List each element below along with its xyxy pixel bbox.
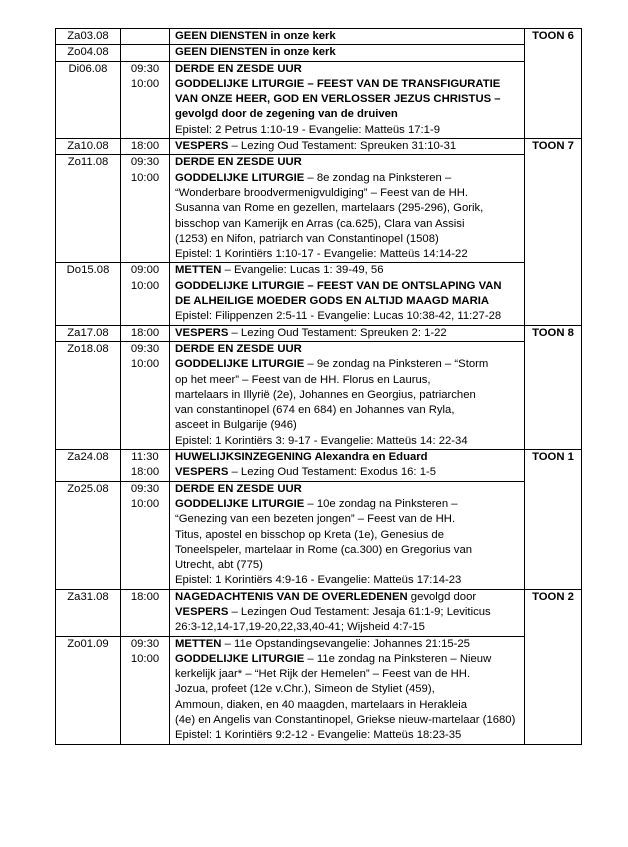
service-text: – 9e zondag na Pinksteren – “Storm [304,358,489,371]
service-time: 09:30 [130,62,160,75]
service-description [170,29,525,45]
description-line [175,558,522,573]
description-line [175,450,522,465]
service-time: 10:00 [130,652,160,665]
service-date: Zo01.09 [56,636,121,744]
service-times [121,263,170,325]
service-date: Za17.08 [56,325,121,341]
service-time: 09:00 [130,264,160,277]
service-time: 10:00 [130,279,160,292]
description-line [175,667,522,682]
service-title: VAN ONZE HEER, GOD EN VERLOSSER JEZUS CHRISTUS – [175,93,501,106]
service-title: GODDELIJKE LITURGIE – FEEST VAN DE ONTSLAPING VAN [175,279,502,292]
service-date: Za10.08 [56,139,121,155]
service-time: 18:00 [130,326,160,339]
service-title: GODDELIJKE LITURGIE [175,358,305,371]
description-line [175,263,522,278]
schedule-row [56,636,582,744]
service-text: Jozua, profeet (12e v.Chr.), Simeon de Styliet (459), [175,683,435,696]
service-text: martelaars in Illyrië (2e), Johannes en Georgius, patriarchen [175,388,476,401]
service-text: Epistel: 1 Korintiërs 1:10-17 - Evangelie: Matteüs 14:14-22 [175,248,468,261]
service-title: GEEN DIENSTEN in onze kerk [175,30,336,42]
service-time: 09:30 [130,342,160,355]
description-line [175,139,522,154]
service-description [170,45,525,61]
description-line [175,171,522,186]
service-description [170,263,525,325]
tone-label: TOON 2 [525,589,582,744]
description-line [175,512,522,527]
description-line [175,357,522,372]
description-line [175,573,522,588]
service-text: op het meer” – Feest van de HH. Florus en Laurus, [175,373,431,386]
service-text: (1253) en Nifon, patriarch van Constantinopel (1508) [175,232,439,245]
service-times [121,155,170,263]
service-text: Epistel: 1 Korintiërs 9:2-12 - Evangelie: Matteüs 18:23-35 [175,729,462,742]
service-title: METTEN [175,264,222,277]
description-line [175,373,522,388]
service-date: Zo18.08 [56,341,121,449]
service-description [170,589,525,636]
description-line [175,107,522,122]
service-description [170,341,525,449]
service-time: 11:30 [131,451,159,464]
description-line [175,403,522,418]
description-line [175,123,522,138]
schedule-row [56,29,582,45]
description-line [175,605,522,620]
description-line [175,497,522,512]
schedule-row [56,481,582,589]
description-line [175,434,522,449]
service-text: – Lezing Oud Testament: Spreuken 2: 1-22 [228,326,447,339]
service-text: van constantinopel (674 en 684) en Johannes van Ryla, [175,404,455,417]
service-text: – Lezing Oud Testament: Exodus 16: 1-5 [228,466,437,479]
service-title: DERDE EN ZESDE UUR [175,156,302,169]
description-line [175,652,522,667]
description-line [175,682,522,697]
service-text: “Wonderbare broodvermenigvuldiging” – Feest van de HH. [175,186,469,199]
service-times [121,45,170,61]
service-title: VESPERS [175,466,229,479]
service-text: Epistel: 2 Petrus 1:10-19 - Evangelie: Matteüs 17:1-9 [175,123,440,136]
service-time: 10:00 [130,497,160,510]
service-date: Di06.08 [56,61,121,138]
service-text: Ammoun, diaken, en 40 maagden, martelaars in Herakleia [175,698,467,711]
service-time: 10:00 [130,358,160,371]
service-times [121,29,170,45]
service-description [170,636,525,744]
schedule-row [56,325,582,341]
service-text: – 8e zondag na Pinksteren – [304,171,452,184]
service-description [170,450,525,482]
service-text: asceet in Bulgarije (946) [175,419,297,432]
service-description [170,61,525,138]
service-title: GODDELIJKE LITURGIE [175,652,305,665]
description-line [175,92,522,107]
schedule-row [56,450,582,482]
service-date: Do15.08 [56,263,121,325]
service-date: Za24.08 [56,450,121,482]
service-times [121,450,170,482]
service-description [170,155,525,263]
service-text: – 10e zondag na Pinksteren – [304,497,458,510]
service-text: Epistel: Filippenzen 2:5-11 - Evangelie: Lucas 10:38-42, 11:27-28 [175,310,502,323]
description-line [175,279,522,294]
schedule-body [56,29,582,745]
service-date: Za03.08 [56,29,121,45]
description-line [175,326,522,341]
service-text: Toneelspeler, martelaar in Rome (ca.300) en Gregorius van [175,543,473,556]
schedule-row [56,45,582,61]
service-title: gevolgd door de zegening van de druiven [175,108,398,121]
service-text: kerkelijk jaar* – “Het Rijk der Hemelen” – Feest van de HH. [175,668,471,681]
description-line [175,482,522,497]
service-title: GODDELIJKE LITURGIE [175,497,305,510]
service-title: GEEN DIENSTEN in onze kerk [175,46,336,59]
service-date: Zo04.08 [56,45,121,61]
service-times [121,341,170,449]
service-title: NAGEDACHTENIS VAN DE OVERLEDENEN [175,590,408,603]
service-time: 18:00 [130,466,160,479]
description-line [175,29,522,44]
service-times [121,636,170,744]
service-times [121,61,170,138]
description-line [175,247,522,262]
tone-label: TOON 7 [525,139,582,326]
description-line [175,713,522,728]
description-line [175,155,522,170]
description-line [175,388,522,403]
service-text: Utrecht, abt (775) [175,559,263,572]
service-text: (4e) en Angelis van Constantinopel, Griekse nieuw-martelaar (1680) [175,714,516,727]
description-line [175,342,522,357]
service-text: – Evangelie: Lucas 1: 39-49, 56 [221,264,384,277]
schedule-table [55,28,582,745]
service-text: – 11e zondag na Pinksteren – Nieuw [304,652,492,665]
service-time: 18:00 [130,590,160,603]
service-date: Zo11.08 [56,155,121,263]
description-line [175,62,522,77]
description-line [175,294,522,309]
service-text: Epistel: 1 Korintiërs 4:9-16 - Evangelie: Matteüs 17:14-23 [175,574,462,587]
tone-label: TOON 8 [525,325,582,449]
service-title: VESPERS [175,140,229,153]
service-times [121,589,170,636]
service-description [170,325,525,341]
description-line [175,45,522,60]
service-title: METTEN [175,637,222,650]
service-time: 09:30 [130,637,160,650]
schedule-row [56,263,582,325]
schedule-row [56,589,582,636]
description-line [175,698,522,713]
service-times [121,325,170,341]
description-line [175,418,522,433]
service-description [170,481,525,589]
description-line [175,590,522,605]
service-description [170,139,525,155]
service-time: 09:30 [130,482,160,495]
service-text: – Lezingen Oud Testament: Jesaja 61:1-9; Leviticus [228,605,491,618]
description-line [175,728,522,743]
description-line [175,186,522,201]
service-title: VESPERS [175,605,229,618]
service-date: Zo25.08 [56,481,121,589]
service-date: Za31.08 [56,589,121,636]
description-line [175,201,522,216]
description-line [175,637,522,652]
service-title: HUWELIJKSINZEGENING Alexandra en Eduard [175,451,428,464]
service-title: DERDE EN ZESDE UUR [175,482,302,495]
service-time: 09:30 [130,156,160,169]
service-title: GODDELIJKE LITURGIE – FEEST VAN DE TRANSFIGURATIE [175,77,501,90]
service-time: 18:00 [130,140,160,153]
service-title: DERDE EN ZESDE UUR [175,62,302,75]
schedule-row [56,139,582,155]
description-line [175,620,522,635]
service-title: GODDELIJKE LITURGIE [175,171,305,184]
description-line [175,232,522,247]
service-times [121,139,170,155]
service-text: – Lezing Oud Testament: Spreuken 31:10-31 [228,140,457,153]
service-text: Epistel: 1 Korintiërs 3: 9-17 - Evangelie: Matteüs 14: 22-34 [175,434,468,447]
service-text: bisschop van Kamerijk en Arras (ca.625), Clara van Assisi [175,217,465,230]
description-line [175,465,522,480]
schedule-row [56,155,582,263]
schedule-row [56,61,582,138]
service-text: Susanna van Rome en gezellen, martelaars (295-296), Gorik, [175,202,484,215]
tone-label: TOON 1 [525,450,582,590]
description-line [175,217,522,232]
service-title: VESPERS [175,326,229,339]
service-times [121,481,170,589]
service-title: DE ALHEILIGE MOEDER GODS EN ALTIJD MAAGD MARIA [175,295,490,308]
description-line [175,528,522,543]
service-text: – 11e Opstandingsevangelie: Johannes 21:15-25 [221,637,470,650]
service-text: 26:3-12,14-17,19-20,22,33,40-41; Wijsheid 4:7-15 [175,621,425,634]
service-text: Titus, apostel en bisschop op Kreta (1e), Genesius de [175,528,444,541]
service-time: 10:00 [130,77,160,90]
schedule-row [56,341,582,449]
description-line [175,77,522,92]
service-title: DERDE EN ZESDE UUR [175,342,302,355]
service-time: 10:00 [130,171,160,184]
service-text: gevolgd door [407,590,477,603]
service-text: “Genezing van een bezeten jongen” – Feest van de HH. [175,513,456,526]
description-line [175,543,522,558]
description-line [175,309,522,324]
tone-label: TOON 6 [525,29,582,139]
